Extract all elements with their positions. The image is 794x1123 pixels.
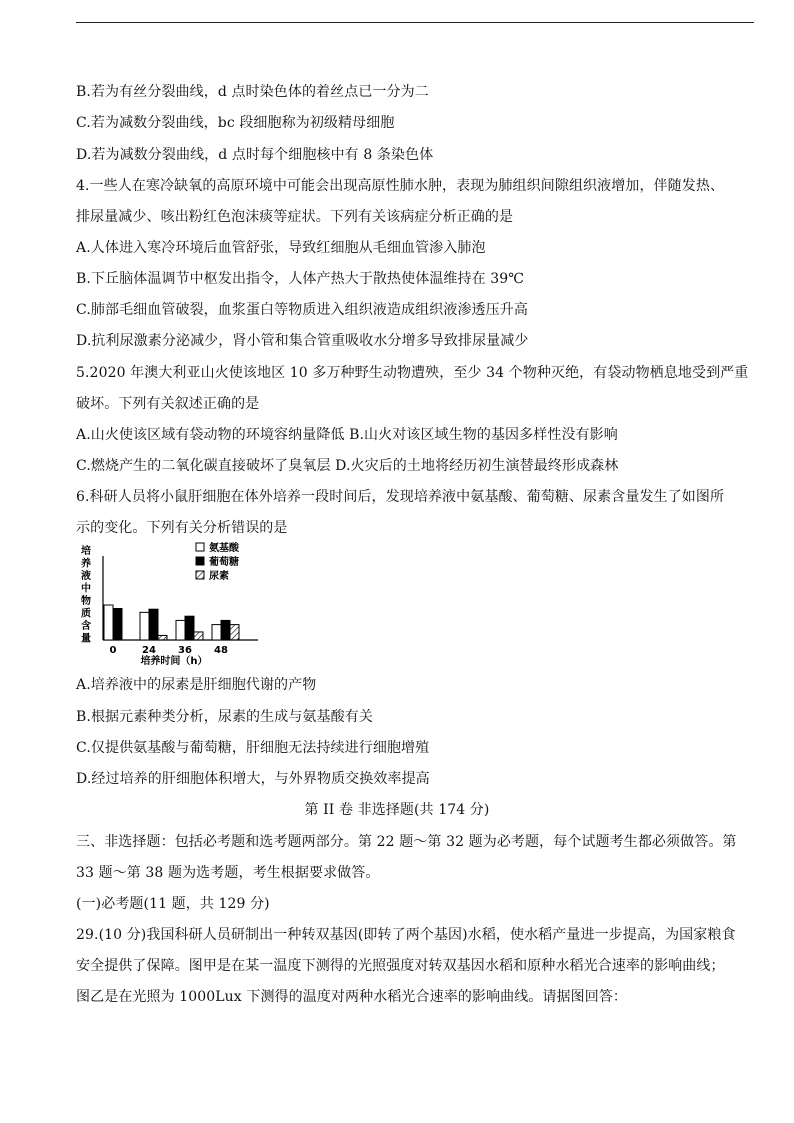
x-tick-label: 48 [214,645,228,656]
bar-氨基酸-48 [212,625,221,640]
legend-label: 尿素 [209,571,229,582]
required-questions-heading: (一)必考题(11 题，共 129 分) [76,896,270,912]
option-a-q6: A.培养液中的尿素是肝细胞代谢的产物 [76,677,317,693]
question-29-line3: 图乙是在光照为 1000Lux 下测得的温度对两种水稻光合速率的影响曲线。请据图回答： [76,989,628,1005]
option-d-q3: D.若为减数分裂曲线，d 点时每个细胞核中有 8 条染色体 [76,147,434,163]
section-instructions-line2: 33 题～第 38 题为选考题，考生根据要求做答。 [76,865,380,881]
question-6-line1: 6.科研人员将小鼠肝细胞在体外培养一段时间后，发现培养液中氨基酸、葡萄糖、尿素含量发生了如图所 [76,489,725,505]
chart-legend [196,541,240,582]
y-axis-label-char: 中 [81,583,91,595]
x-tick-label: 0 [109,645,117,656]
x-tick-label: 24 [142,645,156,656]
y-axis-label-char: 含 [81,621,91,632]
bar-氨基酸-0 [104,605,113,640]
bar-chart [76,540,266,674]
bar-氨基酸-24 [140,612,149,640]
bar-尿素-48 [230,625,239,640]
y-axis-label-char: 量 [81,633,91,645]
legend-swatch-葡萄糖 [196,557,204,565]
option-c-q4: C.肺部毛细血管破裂，血浆蛋白等物质进入组织液造成组织液渗透压升高 [76,302,528,318]
bar-葡萄糖-24 [149,609,158,640]
section-instructions-line1: 三、非选择题：包括必考题和选考题两部分。第 22 题～第 32 题为必考题，每个试题考生都必须做答。第 [76,834,737,850]
question-4-line2: 排尿量减少、咳出粉红色泡沫痰等症状。下列有关该病症分析正确的是 [76,209,514,225]
option-d-q4: D.抗利尿激素分泌减少，肾小管和集合管重吸收水分增多导致排尿量减少 [76,333,529,349]
section-title: 第 II 卷 非选择题(共 174 分) [304,802,490,818]
option-b-q6: B.根据元素种类分析，尿素的生成与氨基酸有关 [76,709,373,725]
option-c-q3: C.若为减数分裂曲线，bc 段细胞称为初级精母细胞 [76,115,395,131]
y-axis-label-char: 质 [81,608,91,620]
bar-chart-svg [76,540,266,670]
option-a-q4: A.人体进入寒冷环境后血管舒张，导致红细胞从毛细血管渗入肺泡 [76,240,486,256]
y-axis-label-char: 养 [81,558,91,570]
bar-葡萄糖-36 [185,616,194,640]
option-d-q6: D.经过培养的肝细胞体积增大，与外界物质交换效率提高 [76,771,430,787]
question-29-line2: 安全提供了保障。图甲是在某一温度下测得的光照强度对转双基因水稻和原种水稻光合速率的影响曲线； [76,958,725,974]
question-4-line1: 4.一些人在寒冷缺氧的高原环境中可能会出现高原性肺水肿，表现为肺组织间隙组织液增加，伴随发热、 [76,178,725,194]
y-axis-label-char: 物 [81,596,91,607]
top-rule [76,22,754,23]
x-tick-label: 36 [178,645,192,656]
legend-swatch-尿素 [196,571,204,579]
option-c-q6: C.仅提供氨基酸与葡萄糖，肝细胞无法持续进行细胞增殖 [76,740,430,756]
option-b-q3: B.若为有丝分裂曲线，d 点时染色体的着丝点已一分为二 [76,84,429,100]
y-axis-label [81,544,91,645]
question-5-line2: 破坏。下列有关叙述正确的是 [76,396,260,412]
y-axis-label-char: 培 [81,546,91,557]
legend-label: 葡萄糖 [209,557,239,568]
bar-尿素-36 [194,632,203,640]
question-29-line1: 29.(10 分)我国科研人员研制出一种转双基因(即转了两个基因)水稻，使水稻产量进一步提高，为国家粮食 [76,927,736,943]
options-ab-q5: A.山火使该区域有袋动物的环境容纳量降低 B.山火对该区域生物的基因多样性没有影响 [76,427,618,443]
bar-葡萄糖-0 [113,609,122,641]
bar-尿素-24 [158,635,167,640]
bar-氨基酸-36 [176,620,185,640]
options-cd-q5: C.燃烧产生的二氧化碳直接破坏了臭氧层 D.火灾后的土地将经历初生演替最终形成森林 [76,458,619,474]
y-axis-label-char: 液 [81,571,91,582]
legend-label: 氨基酸 [209,543,239,554]
question-6-line2: 示的变化。下列有关分析错误的是 [76,520,288,536]
bar-葡萄糖-48 [221,620,230,640]
x-axis-label: 培养时间（h） [140,656,208,667]
question-5-line1: 5.2020 年澳大利亚山火使该地区 10 多万种野生动物遭殃，至少 34 个物种灭绝，有袋动物栖息地受到严重 [76,365,749,381]
option-b-q4: B.下丘脑体温调节中枢发出指令，人体产热大于散热使体温维持在 39℃ [76,271,525,287]
legend-swatch-氨基酸 [196,543,204,551]
